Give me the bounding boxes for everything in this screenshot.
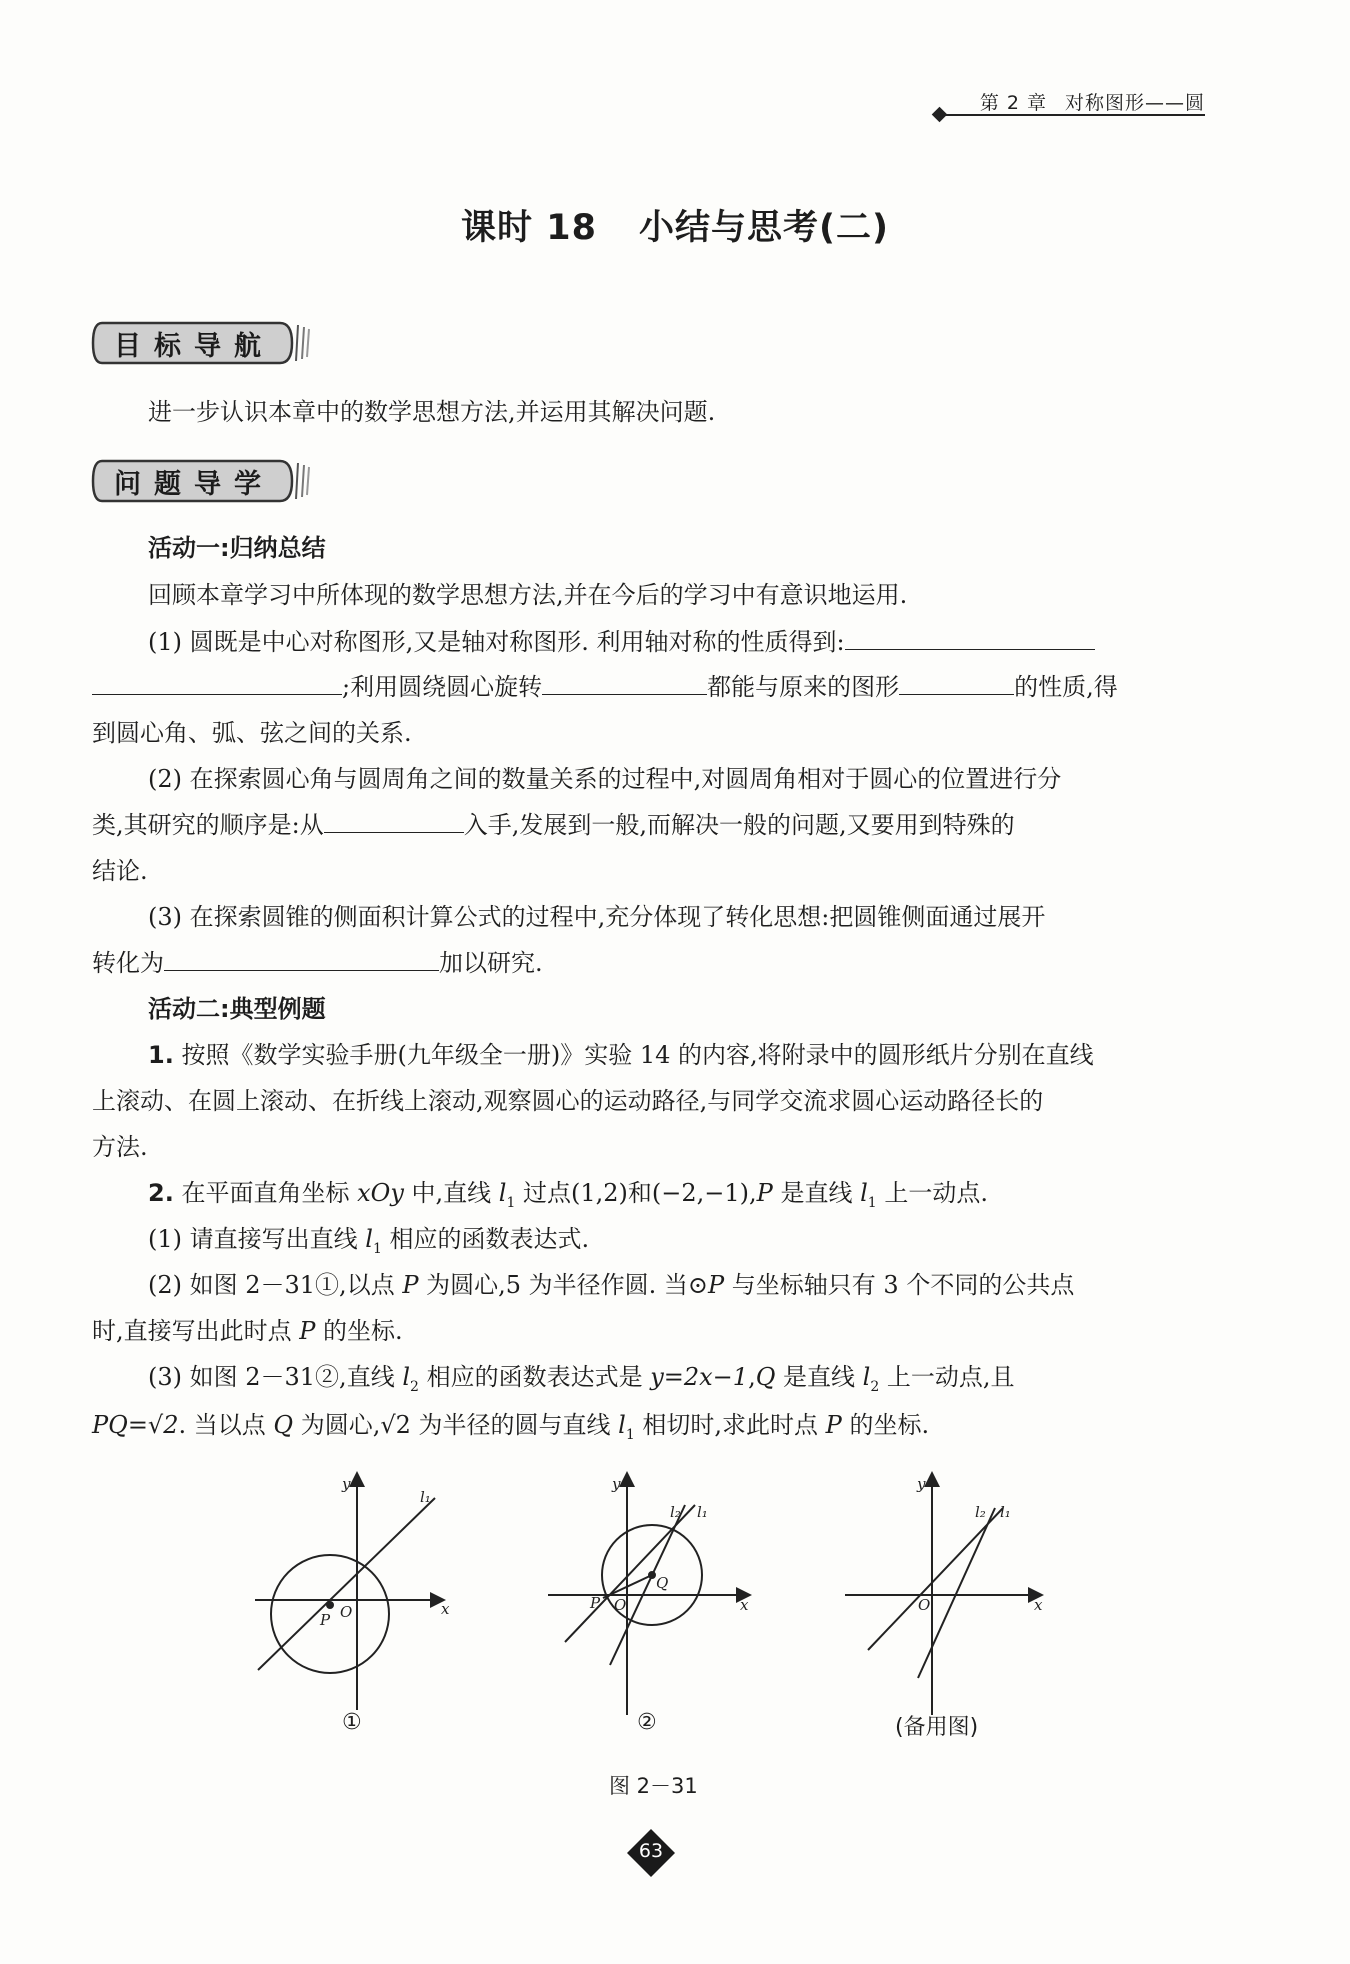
p2-text: 相切时,求此时点	[634, 1411, 826, 1439]
figure-2-caption: ②	[637, 1710, 657, 1735]
q3-line1: (3) 在探索圆锥的侧面积计算公式的过程中,充分体现了转化思想:把圆锥侧面通过展开	[148, 903, 1046, 931]
p1-text-a: 按照《数学实验手册(九年级全一册)》实验 14 的内容,将附录中的圆形纸片分别在直线	[181, 1041, 1094, 1069]
page-number-badge	[626, 1828, 676, 1878]
label-l2: l₂	[975, 1503, 986, 1521]
math-l: l	[402, 1363, 411, 1391]
math-q: Q	[755, 1363, 776, 1391]
math-l: l	[365, 1225, 373, 1253]
math-sub: 2	[870, 1378, 880, 1395]
q1-text-c: 都能与原来的图形	[707, 673, 900, 701]
lesson-name: 小结与思考(二)	[638, 208, 889, 248]
p2-text: 上一动点,且	[879, 1363, 1015, 1391]
p2-text: 相应的函数表达式.	[381, 1225, 590, 1253]
math-sub: 1	[372, 1240, 382, 1257]
goal-text: 进一步认识本章中的数学思想方法,并运用其解决问题.	[148, 398, 716, 426]
figure-2	[548, 1475, 748, 1715]
figure-1	[255, 1475, 442, 1710]
p2-text: . 当以点	[178, 1411, 274, 1439]
label-x: x	[740, 1596, 749, 1614]
p2-text: 中,直线	[403, 1179, 499, 1207]
p2-text: 的坐标.	[315, 1317, 403, 1345]
p2-text: 相应的函数表达式是	[418, 1363, 651, 1391]
activity1-intro: 回顾本章学习中所体现的数学思想方法,并在今后的学习中有意识地运用.	[148, 581, 908, 609]
math-p: P	[825, 1411, 842, 1439]
q3-text-b: 转化为	[92, 949, 164, 977]
p2-text: 上一动点.	[876, 1179, 988, 1207]
math-p: P	[402, 1271, 419, 1299]
q3-text-c: 加以研究.	[439, 949, 543, 977]
p2-text: 与坐标轴只有 3 个不同的公共点	[724, 1271, 1075, 1299]
figure-3-caption: (备用图)	[895, 1715, 979, 1740]
p2-text: 是直线	[775, 1363, 863, 1391]
math-sub: 1	[867, 1194, 877, 1211]
p2-text: ,	[748, 1363, 756, 1391]
p1-line2: 上滚动、在圆上滚动、在折线上滚动,观察圆心的运动路径,与同学交流求圆心运动路径长的	[92, 1087, 1044, 1115]
q2-text-b: 类,其研究的顺序是:从	[92, 811, 324, 839]
math-p: P	[708, 1271, 725, 1299]
problem-number: 2.	[148, 1179, 174, 1207]
label-p: P	[320, 1611, 331, 1629]
chapter-title: 对称图形——圆	[1064, 92, 1205, 114]
label-y: y	[342, 1475, 351, 1493]
label-origin: O	[340, 1603, 353, 1621]
guide-label-text: 问题导学	[114, 469, 274, 500]
problem-number: 1.	[148, 1041, 174, 1069]
page-number: 63	[638, 1840, 664, 1862]
label-l1: l₁	[697, 1503, 708, 1521]
label-p: P	[590, 1594, 601, 1612]
label-y: y	[917, 1475, 926, 1493]
math-q: Q	[273, 1411, 294, 1439]
line-l2	[918, 1508, 995, 1678]
figure-1-caption: ①	[342, 1710, 362, 1735]
math-l: l	[498, 1179, 507, 1207]
math-l: l	[860, 1179, 868, 1207]
label-l2: l₂	[670, 1503, 681, 1521]
figure-1-labels	[319, 1475, 450, 1629]
figure-caption: 图 2－31	[609, 1774, 698, 1798]
label-y: y	[612, 1475, 621, 1493]
math-xoy: xOy	[357, 1179, 404, 1207]
p2-text: 在平面直角坐标	[181, 1179, 358, 1207]
math-p: P	[299, 1317, 316, 1345]
point-q-dot	[649, 1572, 655, 1578]
math-sub: 1	[506, 1194, 516, 1211]
p2-text: 为圆心,√2 为半径的圆与直线	[293, 1411, 619, 1439]
label-origin: O	[614, 1596, 627, 1614]
label-l1: l₁	[420, 1488, 431, 1506]
lesson-number: 课时 18	[461, 208, 597, 248]
q1-text-d: 的性质,得	[1014, 673, 1118, 701]
p2-text: 时,直接写出此时点	[92, 1317, 300, 1345]
q2-line1: (2) 在探索圆心角与圆周角之间的数量关系的过程中,对圆周角相对于圆心的位置进行分	[148, 765, 1062, 793]
activity2-heading: 活动二:典型例题	[148, 995, 326, 1023]
q1-text-b: ;利用圆绕圆心旋转	[342, 673, 543, 701]
p2-text: (3) 如图 2－31②,直线	[148, 1363, 403, 1391]
line-l1	[868, 1508, 1003, 1650]
math-expression: PQ=√2	[92, 1411, 179, 1439]
label-x: x	[441, 1600, 450, 1618]
line-l1	[258, 1498, 435, 1670]
math-l: l	[618, 1411, 626, 1439]
q2-line3: 结论.	[92, 857, 148, 885]
q1-line3: 到圆心角、弧、弦之间的关系.	[92, 719, 412, 747]
p1-line3: 方法.	[92, 1133, 148, 1161]
point-p-dot	[327, 1602, 333, 1608]
activity1-heading: 活动一:归纳总结	[148, 534, 326, 562]
p2-text: (1) 请直接写出直线	[148, 1225, 366, 1253]
label-x: x	[1034, 1596, 1043, 1614]
p2-text: (2) 如图 2－31①,以点	[148, 1271, 403, 1299]
goal-label-text: 目标导航	[114, 331, 274, 362]
math-l: l	[862, 1363, 871, 1391]
math-p: P	[756, 1179, 773, 1207]
label-origin: O	[918, 1596, 931, 1614]
math-sub: 2	[410, 1378, 419, 1395]
chapter-number: 第 2 章	[979, 92, 1047, 114]
p2-text: 的坐标.	[841, 1411, 930, 1439]
q2-text-c: 入手,发展到一般,而解决一般的问题,又要用到特殊的	[463, 811, 1015, 839]
p2-text: 过点(1,2)和(−2,−1),	[515, 1179, 757, 1207]
line-l2	[610, 1505, 685, 1665]
label-q: Q	[656, 1574, 669, 1592]
p2-text: 为圆心,5 为半径作圆. 当⊙	[418, 1271, 709, 1299]
math-expression: y=2x−1	[650, 1363, 749, 1391]
p2-text: 是直线	[772, 1179, 861, 1207]
label-l1: l₁	[1000, 1503, 1011, 1521]
q1-text-a: (1) 圆既是中心对称图形,又是轴对称图形. 利用轴对称的性质得到:	[148, 628, 845, 656]
math-sub: 1	[625, 1426, 635, 1443]
